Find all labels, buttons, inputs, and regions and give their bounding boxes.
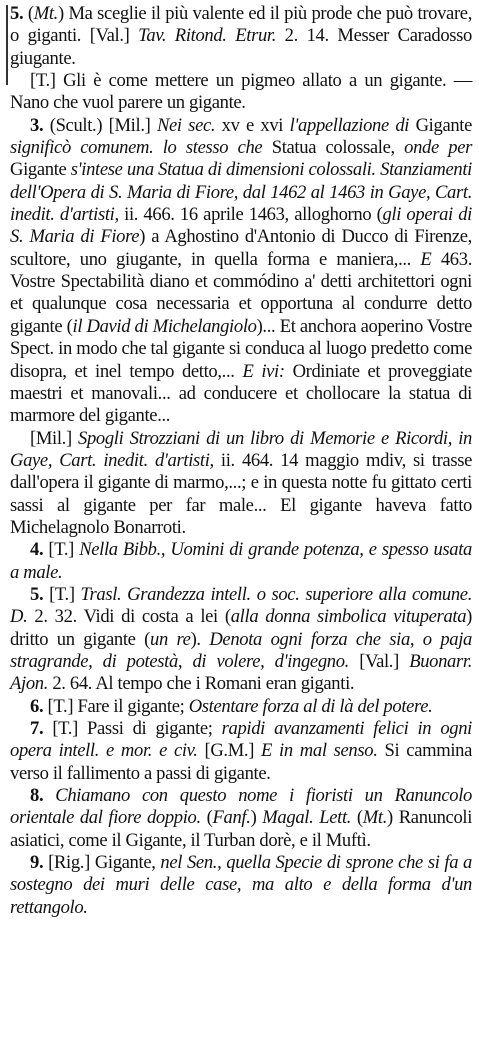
text-segment: ii. 464. 14 maggio mdiv, si trasse dall'opera il gigante di marmo,...; e in questa notte fu gittato certi sassi al gigante per far male... El gigante haveva fatto Michelagnolo Bonarroti. — [10, 449, 473, 538]
text-segment: Fanf. — [212, 807, 251, 829]
text-segment — [43, 785, 55, 806]
paragraph — [10, 584, 472, 696]
text-segment: ( — [23, 3, 34, 24]
text-segment: s'intese una Statua di dimensioni colossali. Stanziamenti dell'Opera di S. Maria di Fiore, dal 1462 al 1463 in Gaye, Cart. inedit. d'artisti, — [10, 159, 472, 226]
text-segment: xv e xvi — [215, 114, 290, 136]
text-segment: 4. — [30, 539, 44, 561]
paragraph — [10, 718, 472, 785]
text-segment: [T.] — [43, 539, 80, 561]
text-segment: [T.] Passi di gigante; — [43, 718, 222, 739]
text-segment: significò comunem. lo stesso che — [10, 137, 263, 159]
text-segment: ) dritto un gigante ( — [10, 606, 472, 650]
paragraph — [10, 696, 472, 718]
text-segment: Nei sec. — [156, 114, 216, 136]
text-segment: [Rig.] Gigante, — [43, 852, 161, 874]
text-segment: rapidi avanzamenti felici in ogni opera intell. e mor. e civ. — [10, 718, 472, 762]
text-segment: [T.] — [43, 583, 81, 605]
text-segment: ii. 466. 16 aprile 1463, alloghorno ( — [118, 204, 383, 226]
paragraph — [10, 115, 472, 428]
text-segment: Nella Bibb., — [79, 539, 166, 561]
text-segment: (Scult.) [Mil.] — [43, 114, 157, 136]
text-segment: 2. 64. Al tempo che i Romani eran giganti. — [48, 673, 355, 695]
text-segment: Statua colossale, — [262, 137, 405, 159]
text-segment: Buonarr. Ajon. — [10, 650, 472, 695]
text-segment: Denota ogni forza che sia, o paja stragrande, di potestà, di volere, d'ingegno. — [10, 628, 473, 672]
text-segment: 6. — [30, 695, 44, 717]
text-segment: quella Specie di sprone che si fa a sostegno dei muri delle case, ma alto e della forma d'un rettangolo. — [10, 852, 473, 918]
paragraph — [10, 539, 472, 584]
text-segment: [Val.] — [348, 650, 410, 672]
text-segment: onde per — [404, 137, 473, 159]
text-segment: D. — [10, 606, 28, 628]
text-segment: 463. Vostre Spectabilità diano et commódino a' detti architettori ogni et qualunque cosa necessaria et opportuna al condurre detto gigante ( — [10, 248, 472, 337]
text-segment: [T.] Gli è come mettere un pigmeo allato a un gigante. — Nano che vuol parere un gigante. — [10, 70, 472, 114]
text-segment: 2. 32. Vidi di costa a lei ( — [27, 606, 231, 628]
text-segment: Tav. Ritond. Etrur. — [138, 25, 277, 47]
text-segment: Si cammina verso il fallimento a passi di gigante. — [10, 740, 473, 784]
paragraph — [10, 852, 472, 919]
text-segment: Ostentare forza al di là del potere. — [188, 695, 433, 717]
text-segment: E — [420, 248, 432, 270]
text-segment: Gigante — [409, 114, 473, 136]
text-segment: [Mil.] — [30, 427, 79, 449]
text-segment: ) Ranuncoli asiatici, come il Gigante, il Turban dorè, e il Muftì. — [10, 807, 473, 851]
margin-rule — [6, 5, 8, 85]
dictionary-page — [10, 3, 472, 919]
text-segment: [T.] Fare il gigante; — [43, 695, 189, 717]
text-segment: 7. — [30, 718, 44, 739]
text-segment: l'appellazione di — [289, 114, 410, 136]
text-segment: 8. — [30, 785, 44, 807]
paragraph — [10, 70, 472, 115]
paragraph — [10, 785, 472, 852]
text-segment: ( — [200, 807, 213, 829]
text-segment: alla donna simbolica vituperata — [230, 606, 467, 628]
text-segment: 9. — [30, 852, 44, 874]
text-segment: ) Ma sceglie il più valente ed il più prode che può trovare, o giganti. [Val.] — [10, 3, 473, 47]
text-segment: 5. — [30, 583, 44, 605]
text-segment: nel Sen., — [160, 852, 222, 874]
paragraph — [10, 428, 472, 540]
text-segment: E in mal senso. — [261, 740, 378, 762]
text-segment: ). — [190, 628, 210, 650]
text-segment: Chiamano con questo nome i fioristi un Ranuncolo orientale dal fiore doppio. — [10, 785, 472, 829]
text-segment: 5. — [10, 3, 24, 24]
text-segment: )... Et anchora aoperino Vostre Spect. in modo che tal gigante si conduca al luogo predetto come disopra, et inel tempo detto,... — [10, 315, 473, 382]
text-segment: un re — [150, 628, 191, 650]
text-segment: Magal. Lett. — [262, 807, 352, 829]
text-segment: ( — [351, 807, 363, 829]
paragraph — [10, 3, 472, 70]
text-segment: [G.M.] — [197, 740, 262, 762]
text-segment: E ivi: — [242, 360, 285, 382]
text-segment: 2. 14. Messer Caradosso giugante. — [10, 25, 472, 69]
text-segment: il David di Michelangiolo — [72, 315, 257, 337]
text-segment: Trasl. Grandezza intell. o soc. superiore alla comune. — [80, 583, 472, 605]
text-segment: 3. — [30, 114, 44, 136]
text-segment: ) a Aghostino d'Antonio di Ducco di Firenze, scultore, uno giugante, in quella forma e maniera,... — [10, 226, 472, 270]
text-segment: Spogli Strozziani di un libro di Memorie e Ricordi, in Gaye, Cart. inedit. d'artisti, — [10, 427, 472, 471]
text-segment: Uomini di grande potenza, e spesso usata a male. — [10, 539, 472, 583]
text-segment: Mt. — [33, 3, 58, 24]
text-segment: ) — [250, 807, 263, 829]
text-segment: Mt. — [362, 807, 388, 829]
text-segment: Ordiniate et proveggiate maestri et manovali... ad conducere et chollocare la statua di marmore del gigante... — [10, 360, 472, 427]
text-segment: Gigante — [10, 159, 71, 181]
text-segment: gli operai di S. Maria di Fiore — [10, 204, 472, 248]
